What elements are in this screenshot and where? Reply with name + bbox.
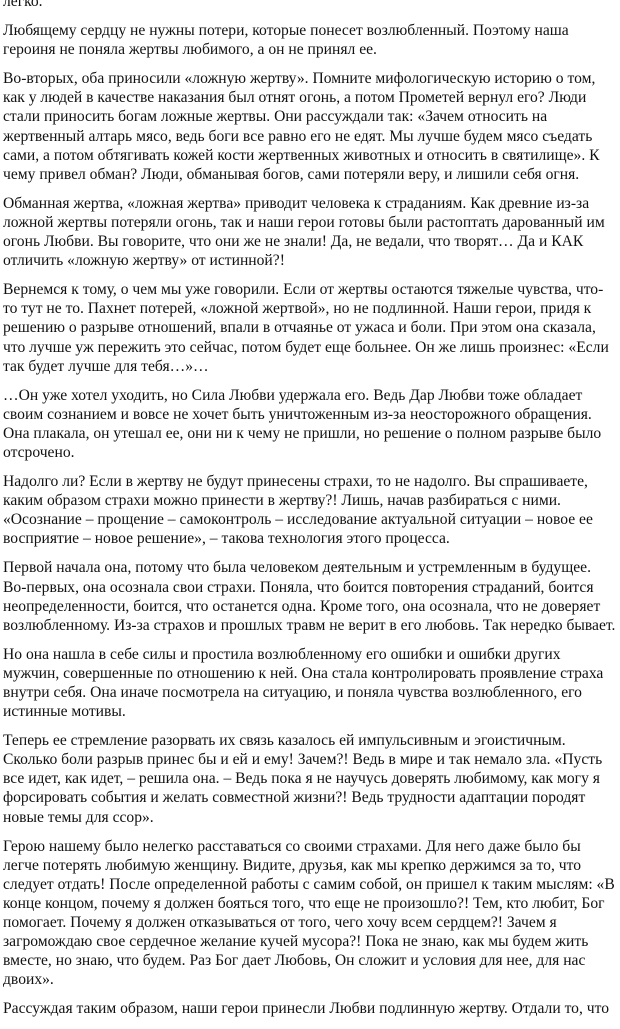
paragraph-3: Во-вторых, оба приносили «ложную жертву». Помните мифологическую историю о том, как у людей в качестве наказания был отнят огонь, а потом Прометей вернул его? Люди стали приносить богам ложные жертвы. Они рассуждали так: «Зачем относить на жертвенный алтарь мясо, ведь боги все равно его не едят. Мы лучше будем мясо съедать сами, а потом обтягивать кожей кости жертвенных животных и относить в святилище». К чему привел обман? Люди, обманывая богов, сами потеряли веру, и лишили себя огня. bbox=[3, 70, 600, 183]
paragraph-9: Но она нашла в себе силы и простила возлюбленному его ошибки и ошибки других мужчин, совершенные по отношению к ней. Она стала контролировать проявление страха внутри себя. Она иначе посмотрела на ситуацию, и поняла чувства возлюбленного, его истинные мотивы. bbox=[3, 645, 604, 721]
paragraph-6: …Он уже хотел уходить, но Сила Любви удержала его. Ведь Дар Любви тоже обладает своим сознанием и вовсе не хочет быть уничтоженным из-за неосторожного обращения. Она плакала, он утешал ее, они ни к чему не пришли, но решение о полном разрыве было отсрочено. bbox=[3, 386, 602, 461]
paragraph-1: легко. bbox=[3, 0, 43, 10]
paragraph-10: Теперь ее стремление разорвать их связь казалось ей импульсивным и эгоистичным. Сколько боли разрыв принес бы и ей и ему! Зачем?! Ведь в мире и так немало зла. «Пусть все идет, как идет, – решила она. – Ведь пока я не научусь доверять любимому, как могу я форсировать события и желать совместной жизни?! Ведь трудности адаптации породят новые темы для ссор». bbox=[3, 732, 603, 826]
paragraph-7: Надолго ли? Если в жертву не будут принесены страхи, то не надолго. Вы спрашиваете, каким образом страхи можно принести в жертву?! Лишь, начав разбираться с ними. «Осознание – прощение – самоконтроль – исследование актуальной ситуации – новое ее восприятие – новое решение», – такова технология этого процесса. bbox=[3, 473, 593, 548]
paragraph-5: Вернемся к тому, о чем мы уже говорили. Если от жертвы остаются тяжелые чувства, что-то тут не то. Пахнет потерей, «ложной жертвой», но не подлинной. Наши герои, придя к решению о разрыве отношений, впали в отчаянье от ужаса и боли. При этом она сказала, что лучше уж пережить это сейчас, потом будет еще больнее. Он же лишь произнес: «Если так будет лучше для тебя…»… bbox=[3, 281, 609, 375]
paragraph-8: Первой начала она, потому что была человеком деятельным и устремленным в будущее. Во-первых, она осознала свои страхи. Поняла, что боится повторения страданий, боится неопределенности, боится, что останется одна. Кроме того, она осознала, что не доверяет возлюбленному. Из-за страхов и прошлых травм не верит в его любовь. Так нередко бывает. bbox=[3, 559, 616, 634]
paragraph-4: Обманная жертва, «ложная жертва» приводит человека к страданиям. Как древние из-за ложной жертвы потеряли огонь, так и наши герои готовы были растоптать дарованный им огонь Любви. Вы говорите, что они же не знали! Да, не ведали, что творят… Да и КАК отличить «ложную жертву» от истинной?! bbox=[3, 194, 605, 270]
paragraph-2: Любящему сердцу не нужны потери, которые понесет возлюбленный. Поэтому наша героиня не поняла жертвы любимого, а он не принял ее. bbox=[3, 22, 569, 59]
paragraph-12: Рассуждая таким образом, наши герои принесли Любви подлинную жертву. Отдали то, что bbox=[3, 1000, 610, 1018]
paragraph-11: Герою нашему было нелегко расставаться со своими страхами. Для него даже было бы легче потерять любимую женщину. Видите, друзья, как мы крепко держимся за то, что следует отдать! После определенной работы с самим собой, он пришел к таким мыслям: «В конце концом, почему я должен бояться того, что еще не произошло?! Тем, кто любит, Бог помогает. Почему я должен отказываться от того, чего хочу всем сердцем?! Зачем я загромождаю свое сердечное желание кучей мусора?! Пока не знаю, как мы будем жить вместе, но знаю, что будем. Раз Бог дает Любовь, Он сложит и условия для нее, для нас двоих». bbox=[3, 837, 615, 989]
